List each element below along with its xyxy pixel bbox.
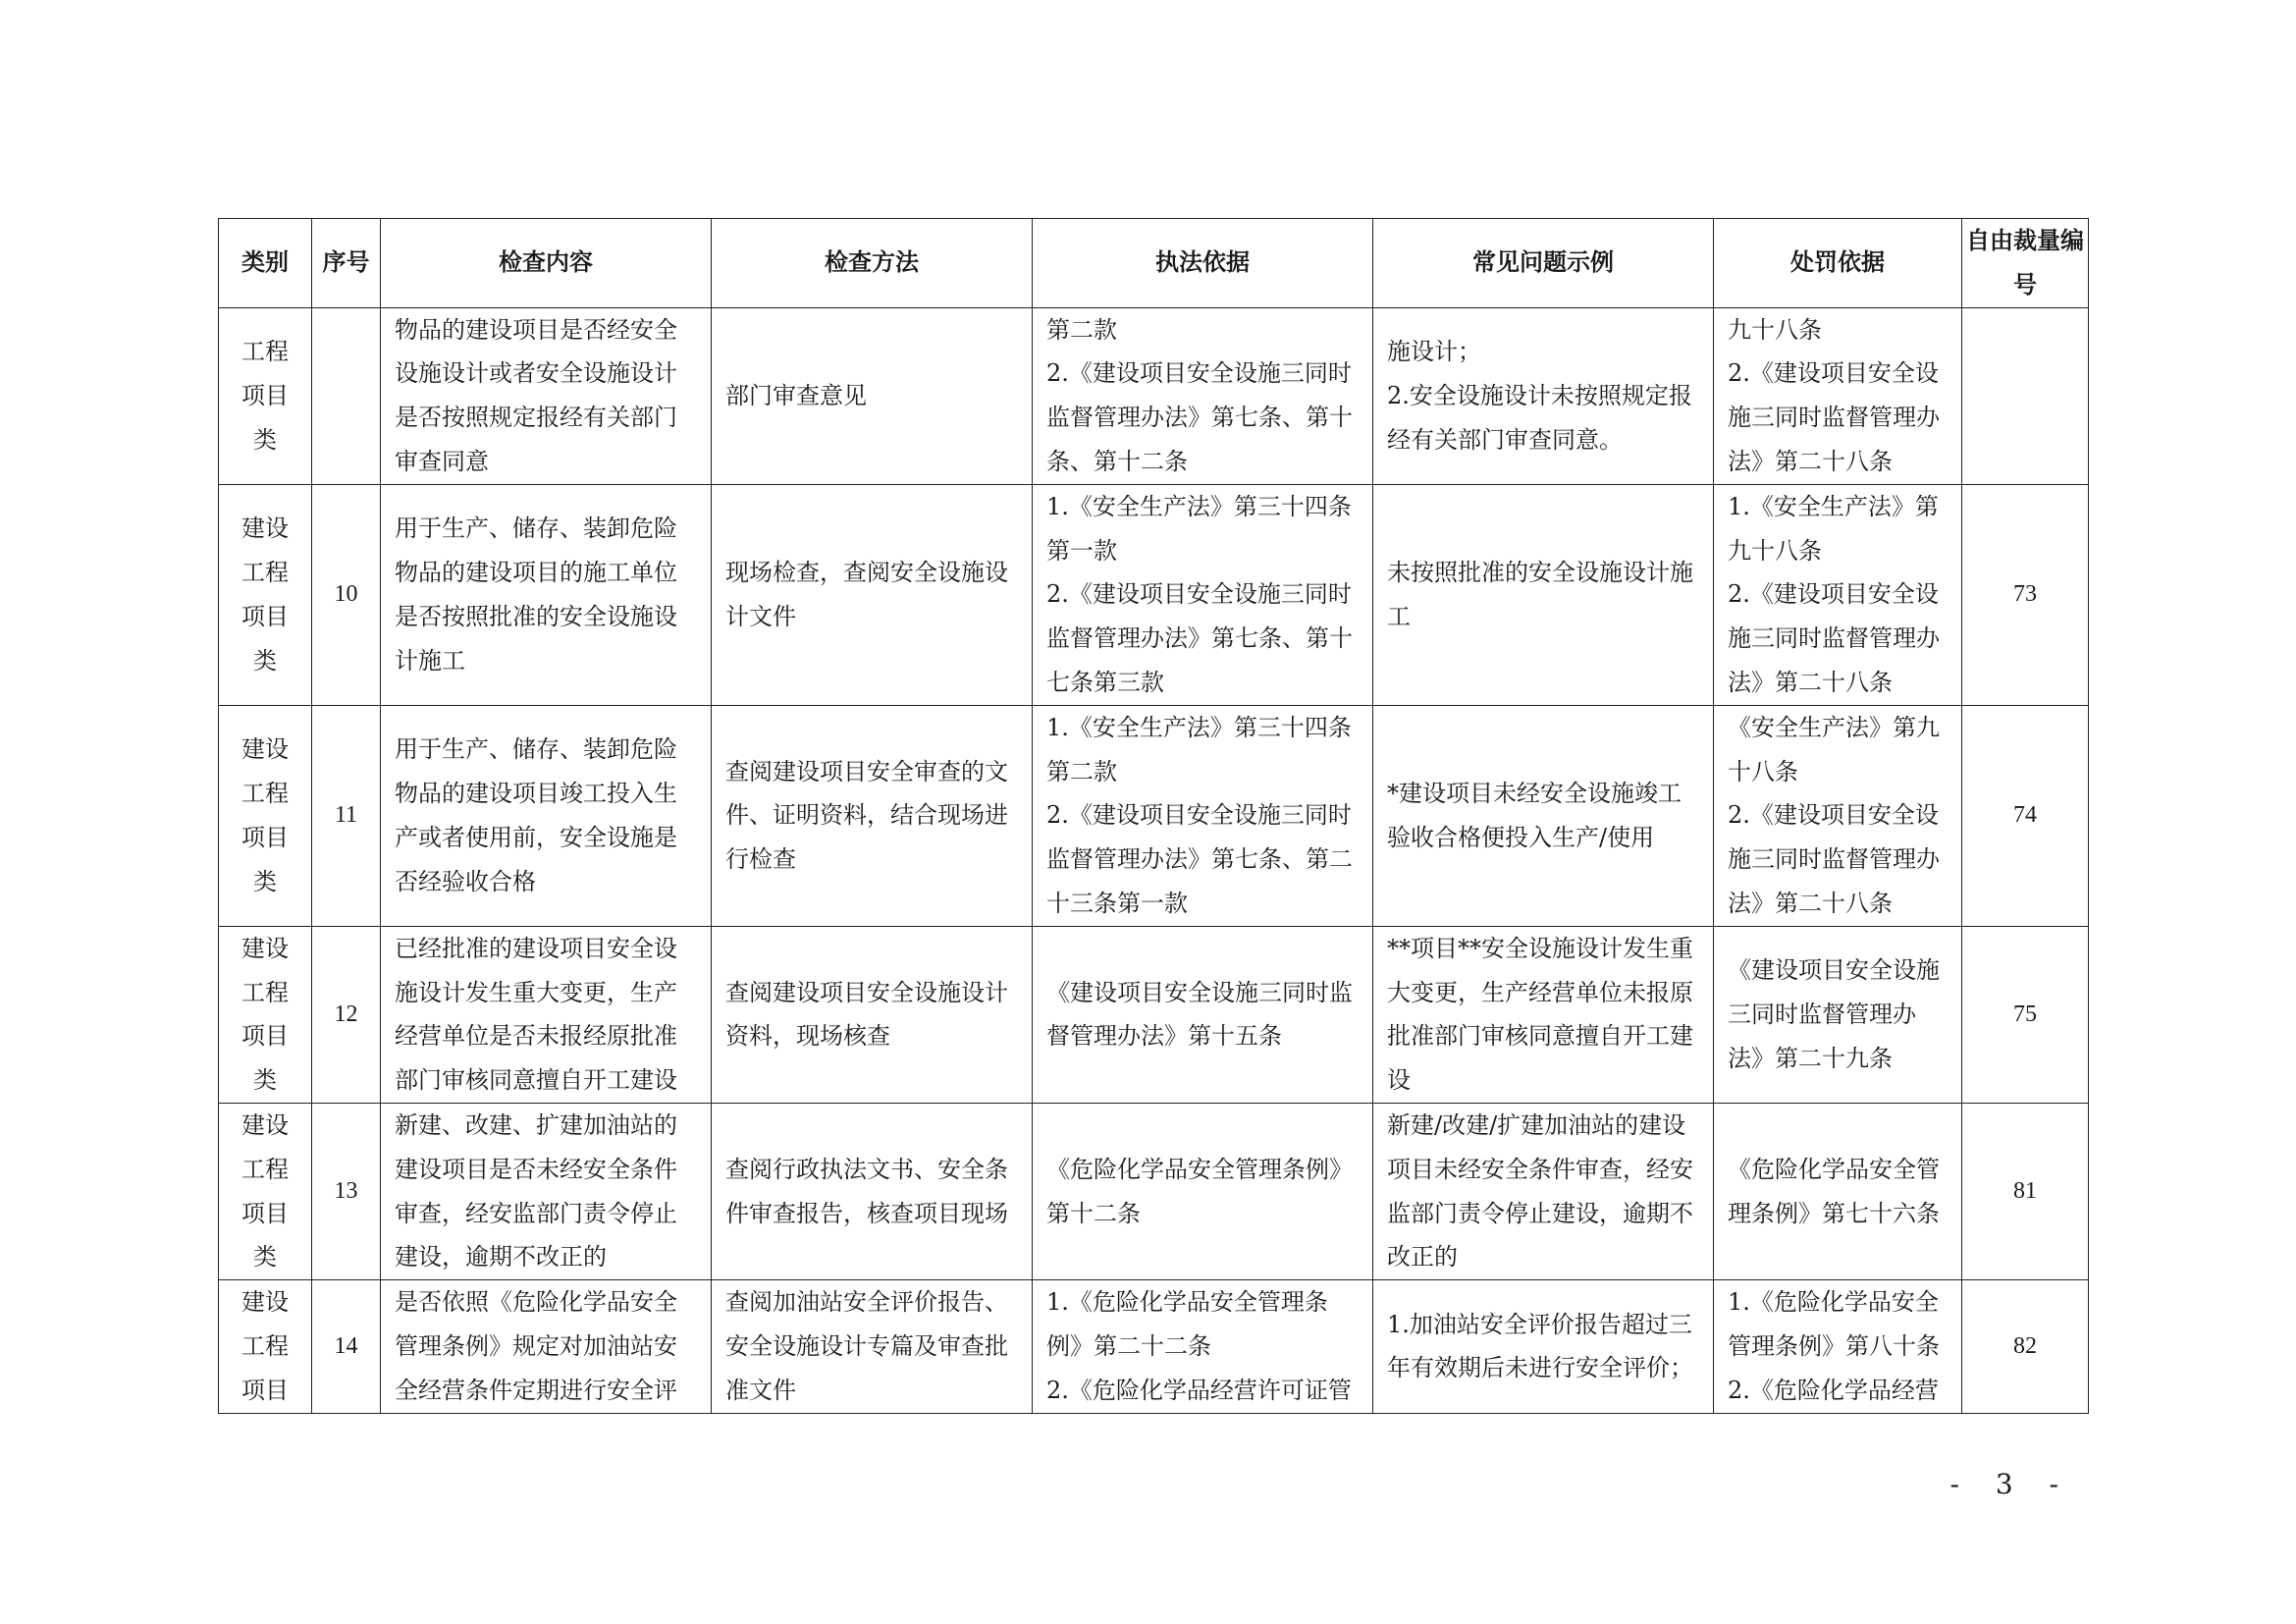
row-penalty: 《建设项目安全设施三同时监督管理办法》第二十九条 [1714, 926, 1962, 1103]
row-content: 用于生产、储存、装卸危险物品的建设项目的施工单位是否按照批准的安全设施设计施工 [381, 484, 712, 705]
row-code [1962, 307, 2089, 484]
header-method: 检查方法 [712, 219, 1033, 308]
row-category: 建设工程项目类 [219, 484, 312, 705]
row-basis: 1.《安全生产法》第三十四条第一款 2.《建设项目安全设施三同时监督管理办法》第七条、第十七条第三款 [1033, 484, 1373, 705]
row-code: 74 [1962, 705, 2089, 926]
header-content: 检查内容 [381, 219, 712, 308]
row-code: 82 [1962, 1280, 2089, 1413]
row-content: 物品的建设项目是否经安全设施设计或者安全设施设计是否按照规定报经有关部门审查同意 [381, 307, 712, 484]
row-method: 查阅行政执法文书、安全条件审查报告，核查项目现场 [712, 1103, 1033, 1279]
row-seq: 12 [312, 926, 381, 1103]
row-issues: *建设项目未经安全设施竣工验收合格便投入生产/使用 [1373, 705, 1714, 926]
row-penalty: 《安全生产法》第九十八条 2.《建设项目安全设施三同时监督管理办法》第二十八条 [1714, 705, 1962, 926]
row-category: 工程项目类 [219, 307, 312, 484]
header-seq: 序号 [312, 219, 381, 308]
row-content: 已经批准的建设项目安全设施设计发生重大变更，生产经营单位是否未报经原批准部门审核同意擅自开工建设 [381, 926, 712, 1103]
table-row [219, 1280, 2089, 1413]
table-row [219, 307, 2089, 484]
row-basis: 1.《危险化学品安全管理条例》第二十二条 2.《危险化学品经营许可证管 [1033, 1280, 1373, 1413]
row-content: 新建、改建、扩建加油站的建设项目是否未经安全条件审查，经安监部门责令停止建设，逾期不改正的 [381, 1103, 712, 1279]
row-content: 用于生产、储存、装卸危险物品的建设项目竣工投入生产或者使用前，安全设施是否经验收合格 [381, 705, 712, 926]
table-body [219, 307, 2089, 1413]
header-code: 自由裁量编号 [1962, 219, 2089, 308]
row-method: 现场检查，查阅安全设施设计文件 [712, 484, 1033, 705]
row-issues: 新建/改建/扩建加油站的建设项目未经安全条件审查，经安监部门责令停止建设，逾期不改正的 [1373, 1103, 1714, 1279]
row-penalty: 1.《危险化学品安全管理条例》第八十条 2.《危险化学品经营 [1714, 1280, 1962, 1413]
row-penalty: 《危险化学品安全管理条例》第七十六条 [1714, 1103, 1962, 1279]
row-basis: 第二款 2.《建设项目安全设施三同时监督管理办法》第七条、第十条、第十二条 [1033, 307, 1373, 484]
row-seq: 11 [312, 705, 381, 926]
row-seq: 14 [312, 1280, 381, 1413]
row-penalty: 九十八条 2.《建设项目安全设施三同时监督管理办法》第二十八条 [1714, 307, 1962, 484]
row-category: 建设工程项目 [219, 1280, 312, 1413]
row-method: 查阅加油站安全评价报告、安全设施设计专篇及审查批准文件 [712, 1280, 1033, 1413]
header-basis: 执法依据 [1033, 219, 1373, 308]
row-penalty: 1.《安全生产法》第九十八条 2.《建设项目安全设施三同时监督管理办法》第二十八条 [1714, 484, 1962, 705]
row-method: 查阅建设项目安全设施设计资料，现场核查 [712, 926, 1033, 1103]
row-code: 81 [1962, 1103, 2089, 1279]
row-code: 73 [1962, 484, 2089, 705]
row-issues: 未按照批准的安全设施设计施工 [1373, 484, 1714, 705]
table-row [219, 705, 2089, 926]
enforcement-table [218, 218, 2089, 1414]
table-header-row [219, 219, 2089, 308]
row-basis: 《危险化学品安全管理条例》第十二条 [1033, 1103, 1373, 1279]
row-issues: 1.加油站安全评价报告超过三年有效期后未进行安全评价； [1373, 1280, 1714, 1413]
header-penalty: 处罚依据 [1714, 219, 1962, 308]
row-seq: 13 [312, 1103, 381, 1279]
row-issues: 施设计； 2.安全设施设计未按照规定报经有关部门审查同意。 [1373, 307, 1714, 484]
row-seq: 10 [312, 484, 381, 705]
header-category: 类别 [219, 219, 312, 308]
table-row [219, 484, 2089, 705]
row-method: 部门审查意见 [712, 307, 1033, 484]
table-row [219, 926, 2089, 1103]
page-number: - 3 - [1949, 1468, 2072, 1500]
row-code: 75 [1962, 926, 2089, 1103]
row-basis: 1.《安全生产法》第三十四条第二款 2.《建设项目安全设施三同时监督管理办法》第七条、第二十三条第一款 [1033, 705, 1373, 926]
row-content: 是否依照《危险化学品安全管理条例》规定对加油站安全经营条件定期进行安全评 [381, 1280, 712, 1413]
row-category: 建设工程项目类 [219, 705, 312, 926]
table-row [219, 1103, 2089, 1279]
header-issues: 常见问题示例 [1373, 219, 1714, 308]
row-category: 建设工程项目类 [219, 1103, 312, 1279]
row-category: 建设工程项目类 [219, 926, 312, 1103]
row-basis: 《建设项目安全设施三同时监督管理办法》第十五条 [1033, 926, 1373, 1103]
row-method: 查阅建设项目安全审查的文件、证明资料，结合现场进行检查 [712, 705, 1033, 926]
row-issues: **项目**安全设施设计发生重大变更，生产经营单位未报原批准部门审核同意擅自开工建设 [1373, 926, 1714, 1103]
row-seq [312, 307, 381, 484]
